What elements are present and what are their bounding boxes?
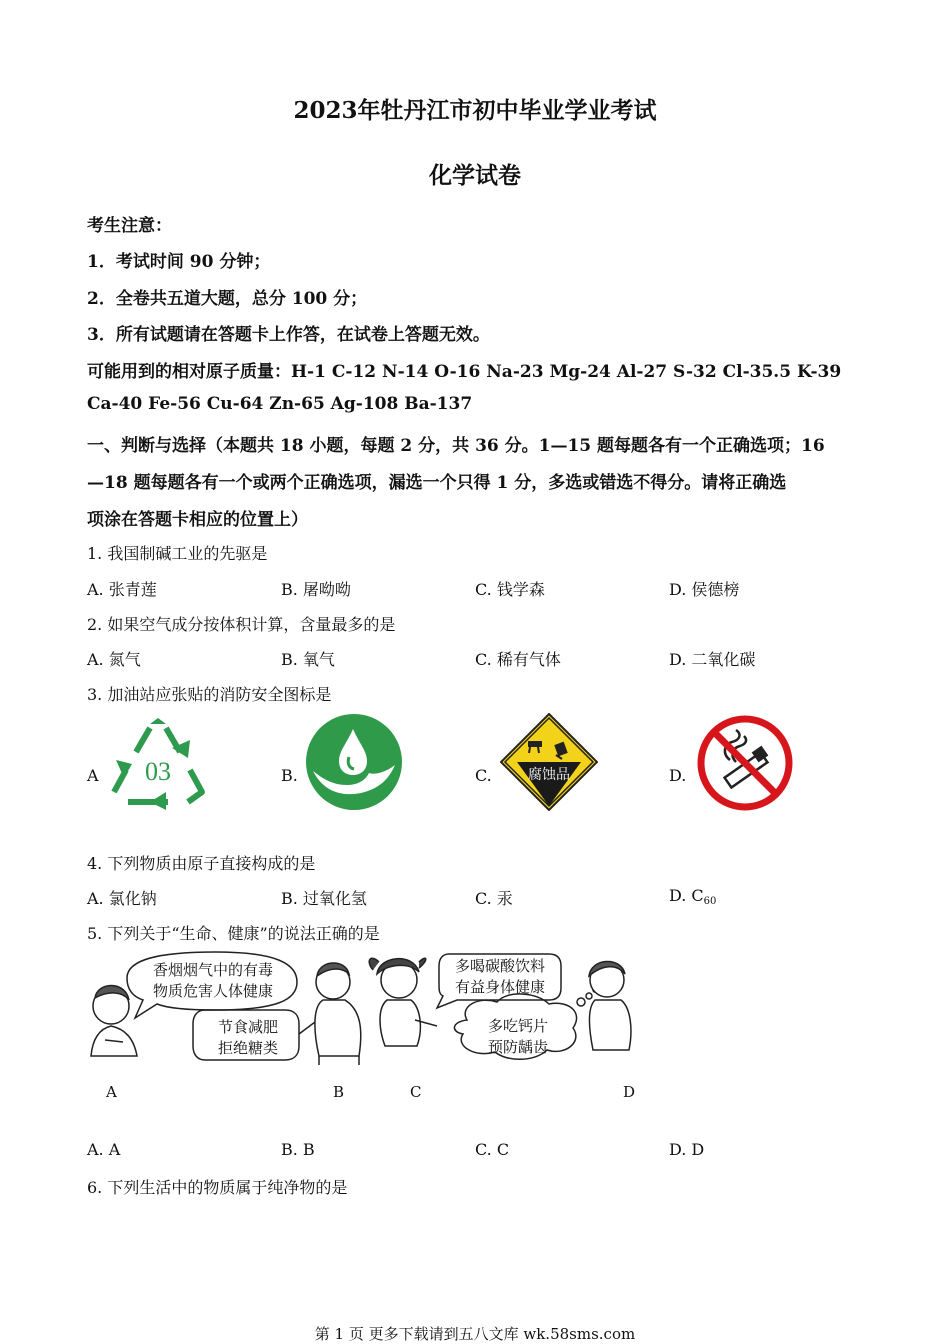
- option-a: A. 氮气: [87, 650, 141, 669]
- option-c: C. 钱学森: [475, 580, 545, 599]
- no-smoking-icon: [696, 714, 794, 812]
- option-b: B. 氧气: [281, 650, 335, 669]
- notice-item: 1．考试时间 90 分钟；: [87, 252, 271, 272]
- atomic-masses-line: 可能用到的相对原子质量：H-1 C-12 N-14 O-16 Na-23 Mg-24 Al-27 S-32 Cl-35.5 K-39: [87, 362, 842, 382]
- option-d: D. $C_{60}$: [669, 886, 717, 907]
- notice-heading: 考生注意：: [87, 216, 172, 236]
- option-a: A. 氯化钠: [87, 889, 157, 908]
- section-instructions: 一、判断与选择（本题共 18 小题，每题 2 分，共 36 分。1—15 题每题各有一个正确选项；16: [87, 436, 825, 456]
- cartoon-label-a: A: [106, 1083, 117, 1101]
- cartoon-label-d: D: [623, 1083, 636, 1101]
- option-b: B. 屠呦呦: [281, 580, 351, 599]
- recycling-number: 03: [145, 757, 171, 786]
- speech-bubble-b: 节食减肥 拒绝糖类: [217, 1018, 278, 1057]
- option-b: B. 过氧化氢: [281, 889, 367, 908]
- question-stem: 5. 下列关于“生命、健康”的说法正确的是: [87, 924, 380, 943]
- cartoon-label-b: B: [333, 1083, 345, 1101]
- water-saving-icon: [305, 713, 403, 811]
- notice-item: 2．全卷共五道大题，总分 100 分；: [87, 289, 368, 309]
- thought-bubble-d: 多吃钙片 预防龋齿: [487, 1017, 548, 1056]
- corrosive-hazard-icon: [500, 713, 598, 811]
- page-footer: 第 1 页 更多下载请到五八文库 wk.58sms.com: [314, 1325, 636, 1343]
- option-c: C. 汞: [475, 889, 513, 908]
- option-a: A. 张青莲: [87, 580, 157, 599]
- notice-item: 3．所有试题请在答题卡上作答，在试卷上答题无效。: [87, 325, 490, 345]
- exam-subtitle: 化学试卷: [429, 162, 521, 189]
- option-a: A. A: [87, 1140, 121, 1159]
- option-d: D. D: [669, 1140, 705, 1159]
- speech-bubble-c: 多喝碳酸饮料 有益身体健康: [454, 957, 545, 996]
- option-b: B.: [281, 766, 298, 785]
- option-a: A: [87, 766, 99, 785]
- option-d: D. 二氧化碳: [669, 650, 756, 669]
- question-stem: 1. 我国制碱工业的先驱是: [87, 544, 268, 563]
- option-d: D. 侯德榜: [669, 580, 740, 599]
- exam-title: 2023年牡丹江市初中毕业学业考试: [293, 97, 657, 124]
- subscript: 60: [703, 896, 717, 907]
- speech-bubble-a: 香烟烟气中的有毒 物质危害人体健康: [152, 961, 273, 1000]
- question-stem: 4. 下列物质由原子直接构成的是: [87, 854, 316, 873]
- question-stem: 6. 下列生活中的物质属于纯净物的是: [87, 1178, 348, 1197]
- option-c: C. 稀有气体: [475, 650, 561, 669]
- question-stem: 3. 加油站应张贴的消防安全图标是: [87, 685, 332, 704]
- corrosive-label: 腐蚀品: [528, 767, 570, 783]
- option-b: B. B: [281, 1140, 315, 1159]
- cartoon-label-c: C: [410, 1083, 422, 1101]
- section-instructions: —18 题每题各有一个或两个正确选项，漏选一个只得 1 分，多选或错选不得分。请将正确选: [87, 473, 787, 493]
- question-stem: 2. 如果空气成分按体积计算，含量最多的是: [87, 615, 396, 634]
- recycling-icon: [106, 718, 210, 810]
- option-d: D.: [669, 766, 687, 785]
- atomic-masses-line: Ca-40 Fe-56 Cu-64 Zn-65 Ag-108 Ba-137: [87, 394, 473, 414]
- option-c: C.: [475, 766, 492, 785]
- section-instructions: 项涂在答题卡相应的位置上）: [87, 510, 308, 530]
- option-c: C. C: [475, 1140, 510, 1159]
